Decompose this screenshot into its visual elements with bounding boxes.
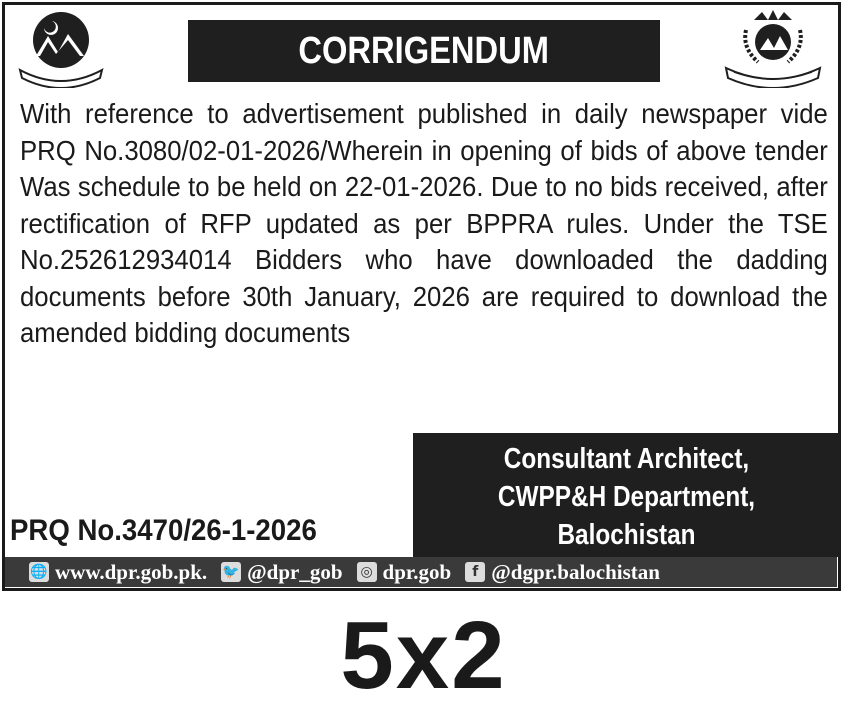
contact-footer xyxy=(5,557,837,587)
facebook-icon: f xyxy=(465,562,485,582)
signatory-title: Consultant Architect, xyxy=(503,443,750,475)
footer-twitter[interactable]: @dpr_gob xyxy=(247,559,343,584)
footer-website[interactable]: www.dpr.gob.pk. xyxy=(55,559,208,584)
twitter-icon: 🐦 xyxy=(222,564,240,580)
footer-facebook[interactable]: @dgpr.balochistan xyxy=(491,559,660,584)
instagram-icon: ◎ xyxy=(357,562,377,582)
dgpr-emblem-logo xyxy=(718,8,828,88)
heading-text: CORRIGENDUM xyxy=(298,29,550,72)
notice-body: With reference to advertisement published in daily newspaper vide PRQ No.3080/02-01-2026/Wherein in opening of bids of above tender Was schedule to be held on 22-01-2026. Due to no bids received, after rectification of RFP updated as per BPPRA rules. Under the TSE No.252612934014 Bidders who have downloaded the dadding documents before 30th January, 2026 are required to download the amended bidding documents xyxy=(20,98,828,348)
footer-instagram[interactable]: dpr.gob xyxy=(382,559,452,584)
signatory-province: Balochistan xyxy=(557,519,696,551)
globe-icon: 🌐 xyxy=(30,564,48,580)
prq-number: PRQ No.3470/26-1-2026 xyxy=(10,514,317,547)
heading-banner xyxy=(188,20,660,82)
signatory-block xyxy=(413,433,840,557)
signatory-department: CWPP&H Department, xyxy=(497,481,756,513)
ad-size-label: 5x2 xyxy=(340,602,507,709)
balochistan-emblem-logo xyxy=(14,8,108,88)
